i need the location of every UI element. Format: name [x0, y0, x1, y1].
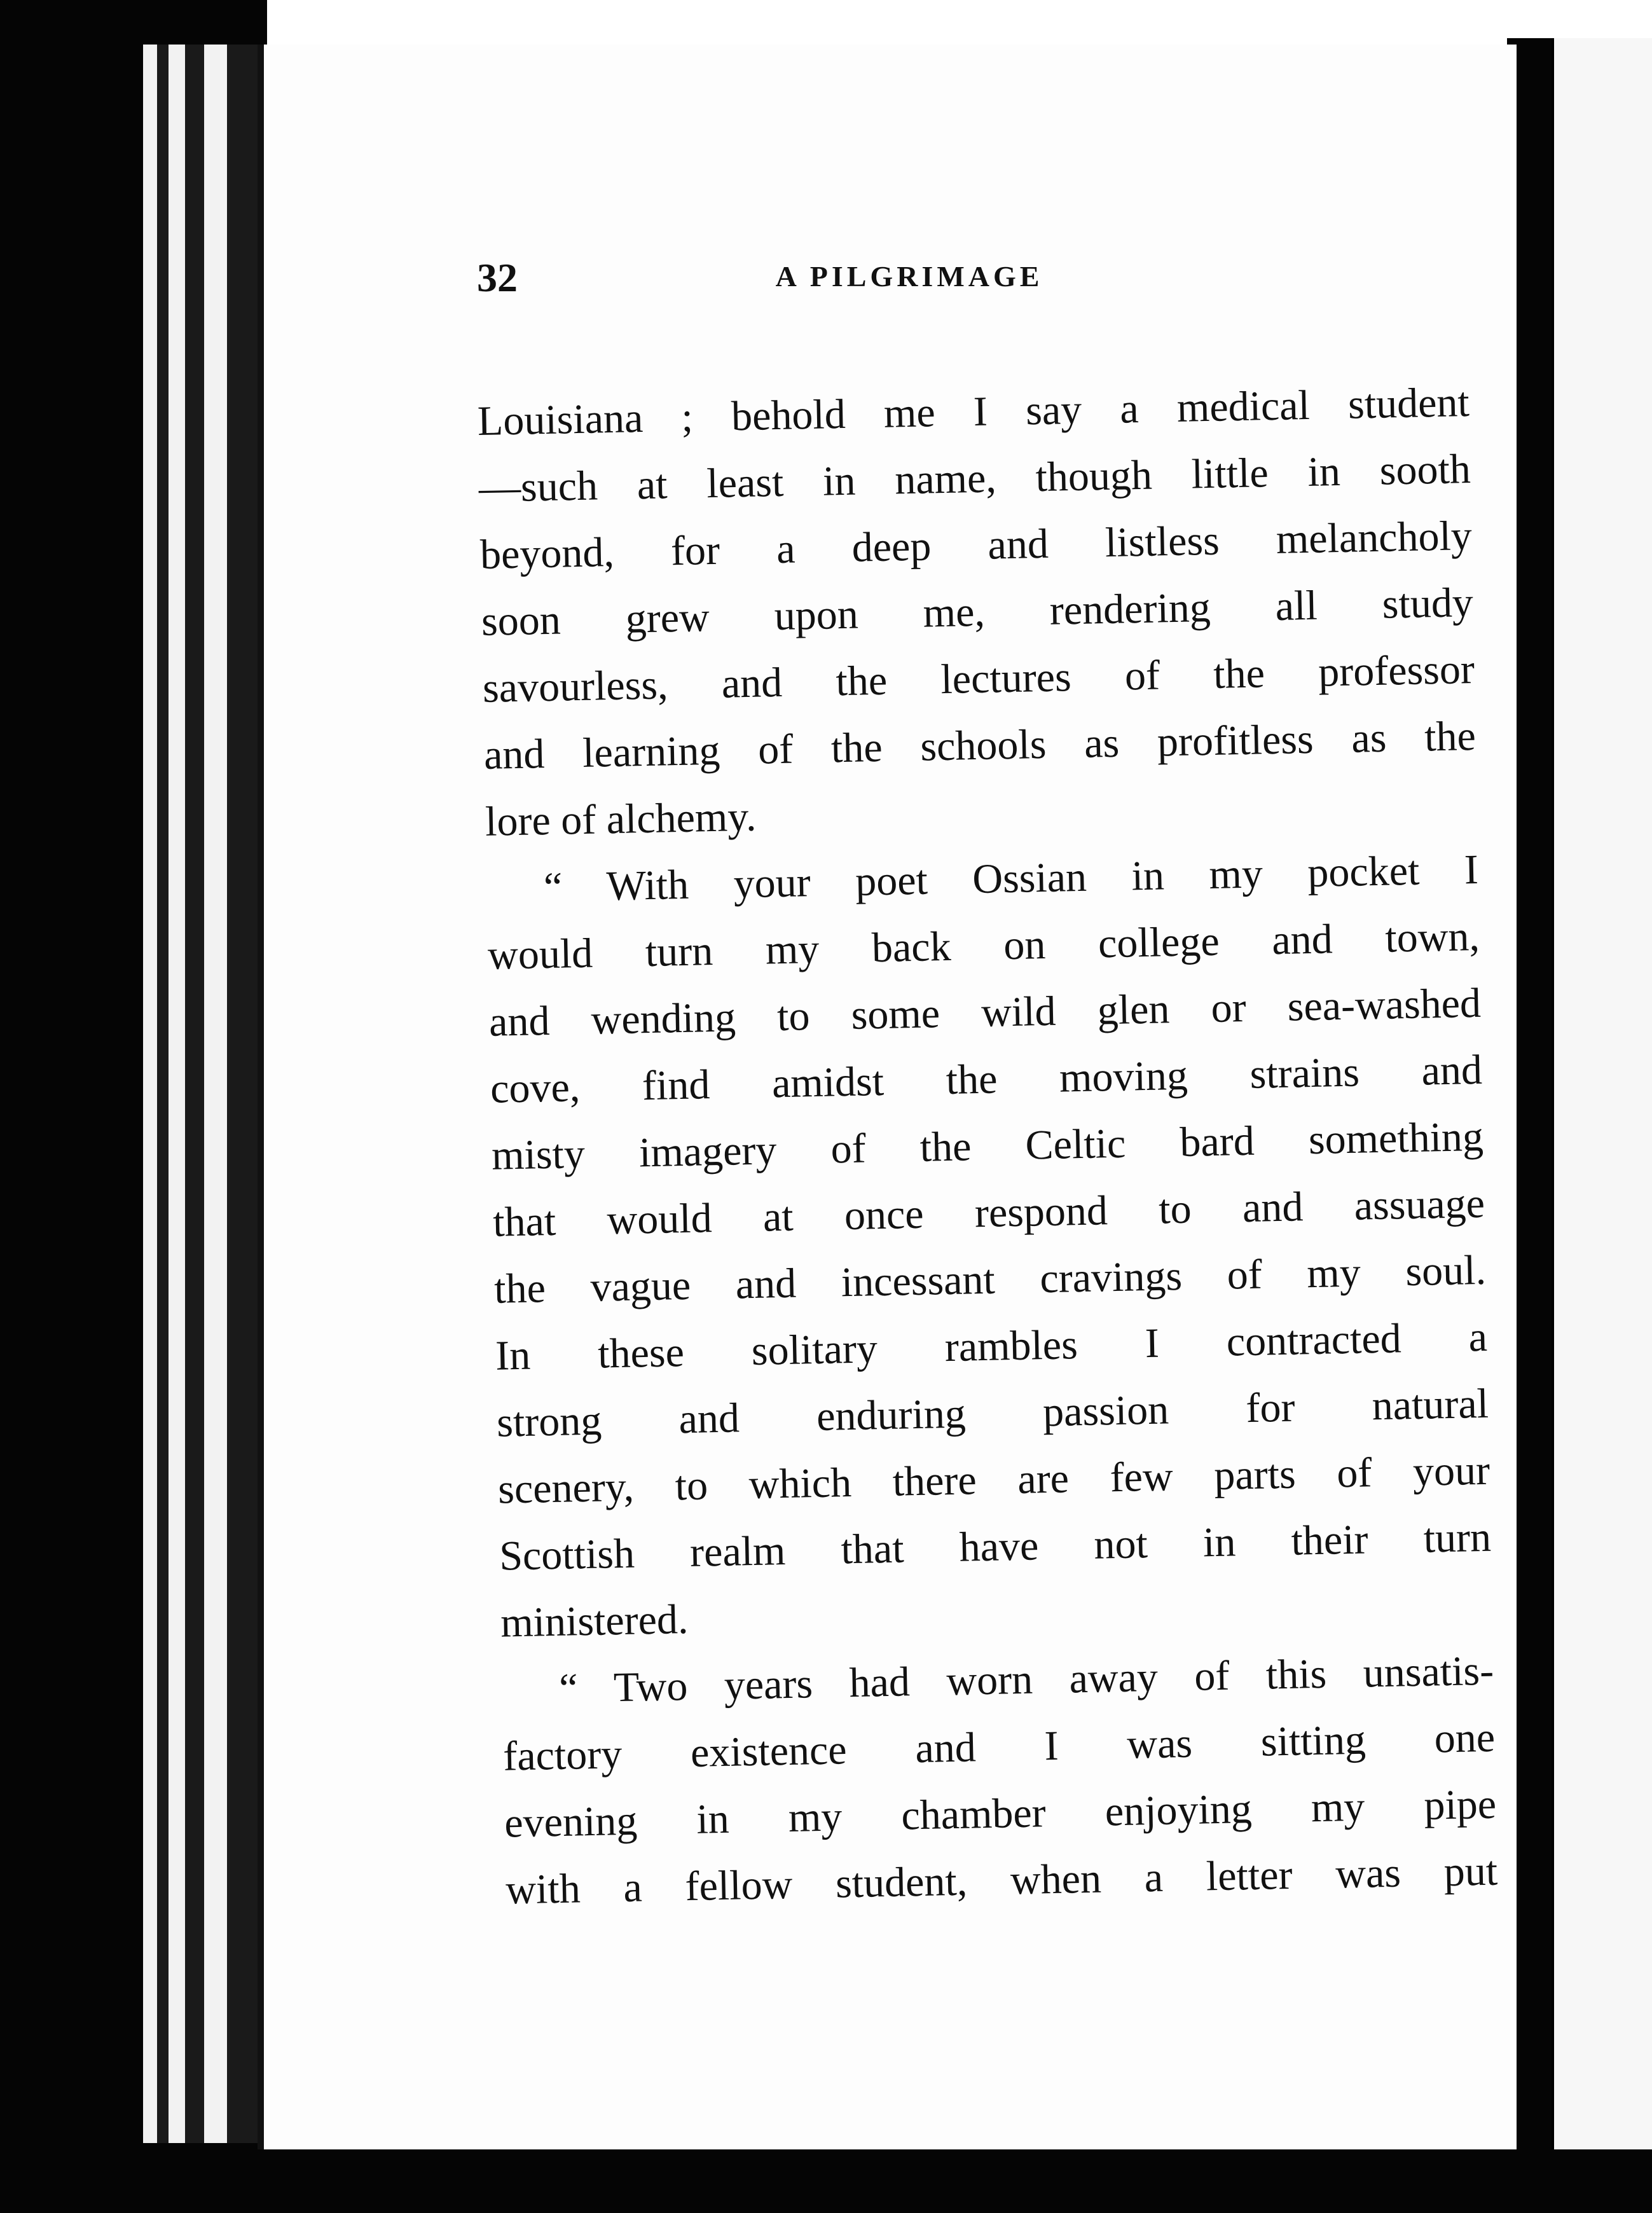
page-edge: [204, 45, 227, 2143]
text-line: Scottish realm that have not in their turn: [499, 1513, 1492, 1580]
text-line: misty imagery of the Celtic bard something: [491, 1113, 1484, 1179]
text-line: that would at once respond to and assuage: [492, 1180, 1485, 1246]
running-title: A PILGRIMAGE: [775, 260, 1043, 293]
text-line: beyond, for a deep and listless melancholy: [479, 513, 1473, 578]
text-line: In these solitary rambles I contracted a: [495, 1313, 1488, 1379]
facing-page: [1552, 38, 1652, 2175]
text-line: Louisiana ; behold me I say a medical student: [477, 379, 1470, 445]
page-edge: [143, 45, 157, 2143]
scan-bottom-border: [0, 2149, 1652, 2213]
body-text: [477, 369, 1498, 1924]
text-line: cove, find amidst the moving strains and: [490, 1046, 1483, 1112]
text-line: ministered.: [500, 1596, 689, 1646]
text-line: “ Two years had worn away of this unsatis-: [558, 1647, 1494, 1712]
text-line: would turn my back on college and town,: [487, 913, 1480, 979]
text-line: with a fellow student, when a letter was put: [505, 1847, 1498, 1913]
text-line: lore of alchemy.: [485, 793, 757, 845]
text-line: factory existence and I was sitting one: [502, 1714, 1496, 1780]
page-edge: [227, 45, 258, 2143]
text-line: savourless, and the lectures of the professor: [482, 645, 1475, 712]
page-edge: [185, 45, 204, 2143]
text-line: and wending to some wild glen or sea-washed: [488, 979, 1482, 1045]
text-line: scenery, to which there are few parts of your: [497, 1447, 1490, 1513]
printed-page: [258, 45, 1517, 2149]
text-line: “ With your poet Ossian in my pocket I: [543, 846, 1479, 911]
page-edge: [157, 45, 169, 2143]
text-line: the vague and incessant cravings of my soul.: [493, 1246, 1487, 1313]
text-line: soon grew upon me, rendering all study: [481, 579, 1474, 645]
page-edge: [169, 45, 185, 2143]
text-line: —such at least in name, though little in sooth: [478, 446, 1471, 511]
page-number: 32: [477, 255, 518, 300]
text-line: evening in my chamber enjoying my pipe: [504, 1781, 1497, 1847]
text-line: strong and enduring passion for natural: [496, 1380, 1489, 1446]
text-line: and learning of the schools as profitless as the: [483, 712, 1476, 778]
